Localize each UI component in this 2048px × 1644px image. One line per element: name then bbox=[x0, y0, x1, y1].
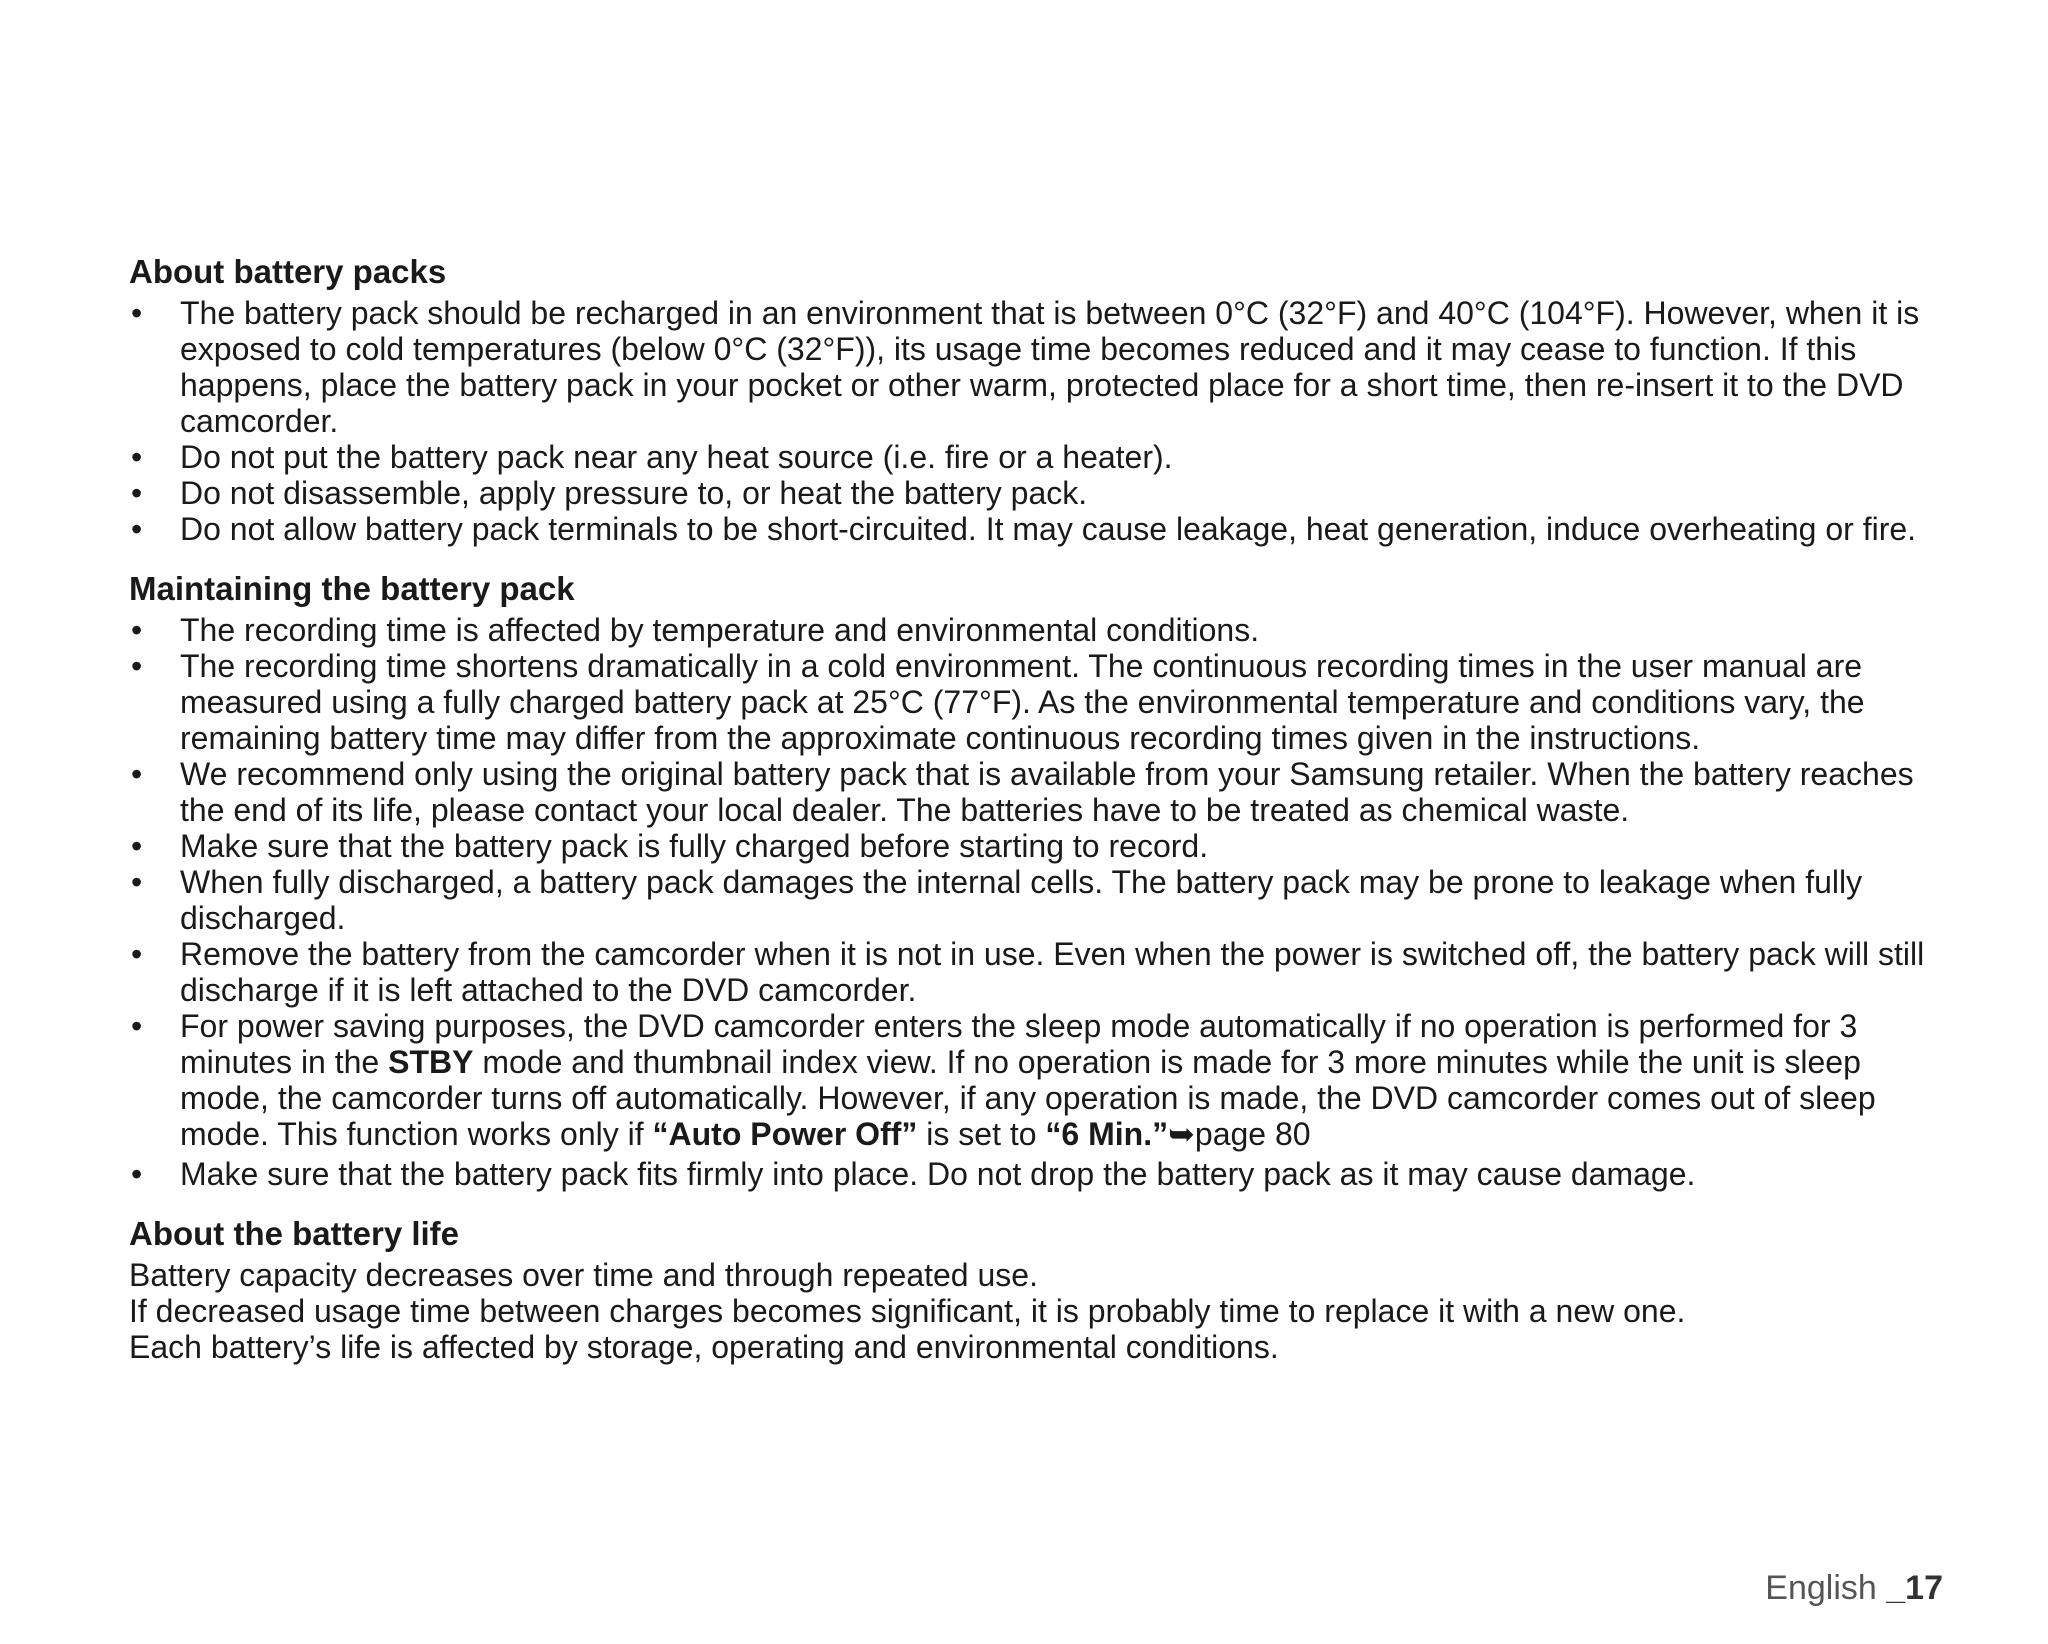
six-min-label: “6 Min.” bbox=[1045, 1116, 1169, 1152]
list-item bbox=[129, 756, 1949, 828]
section-about-battery-life bbox=[129, 1216, 1949, 1365]
page-number: _17 bbox=[1886, 1569, 1943, 1607]
list-item bbox=[129, 864, 1949, 936]
list-item-text: Make sure that the battery pack is fully charged before starting to record. bbox=[180, 828, 1209, 864]
section-title: Maintaining the battery pack bbox=[129, 570, 575, 607]
list-item bbox=[129, 295, 1949, 439]
list-item-text: Do not put the battery pack near any heat source (i.e. fire or a heater). bbox=[180, 439, 1173, 475]
bullet-icon: • bbox=[131, 936, 143, 972]
list-item-power-saving bbox=[129, 1008, 1949, 1152]
list-item-text: Remove the battery from the camcorder when it is not in use. Even when the power is switched off, the battery pack will still discharge if it is left attached to the DVD camcorder. bbox=[180, 936, 1925, 1008]
list-item-text: Do not disassemble, apply pressure to, or heat the battery pack. bbox=[180, 475, 1088, 511]
section-about-battery-packs bbox=[129, 254, 1949, 547]
list-item-text: The recording time is affected by temperature and environmental conditions. bbox=[180, 612, 1260, 648]
auto-power-off-label: “Auto Power Off” bbox=[652, 1116, 918, 1152]
page-reference: page 80 bbox=[1194, 1116, 1311, 1152]
bullet-icon: • bbox=[131, 295, 143, 331]
section-title: About battery packs bbox=[129, 253, 447, 290]
section-title: About the battery life bbox=[129, 1215, 460, 1252]
section-maintaining-battery-pack bbox=[129, 571, 1949, 1192]
page-footer bbox=[1765, 1568, 1943, 1608]
list-item bbox=[129, 1156, 1949, 1192]
paragraph: If decreased usage time between charges becomes significant, it is probably time to replace it with a new one. bbox=[129, 1293, 1686, 1329]
bullet-icon: • bbox=[131, 1156, 143, 1192]
paragraph: Battery capacity decreases over time and through repeated use. bbox=[129, 1257, 1038, 1293]
bullet-icon: • bbox=[131, 648, 143, 684]
bullet-icon: • bbox=[131, 439, 143, 475]
bullet-icon: • bbox=[131, 756, 143, 792]
bullet-list bbox=[129, 295, 1949, 547]
list-item-text: Make sure that the battery pack fits firmly into place. Do not drop the battery pack as it may cause damage. bbox=[180, 1156, 1696, 1192]
paragraph: Each battery’s life is affected by storage, operating and environmental conditions. bbox=[129, 1329, 1279, 1365]
bullet-icon: • bbox=[131, 511, 143, 547]
footer-language: English bbox=[1765, 1569, 1887, 1607]
list-item-text: The recording time shortens dramatically in a cold environment. The continuous recording times in the user manual are measured using a fully charged battery pack at 25°C (77°F). As the environmental temperature and conditions vary, the remaining battery time may differ from the approximate continuous recording times given in the instructions. bbox=[180, 648, 1865, 756]
page-ref-arrow-icon: ➥ bbox=[1168, 1116, 1195, 1152]
bullet-icon: • bbox=[131, 864, 143, 900]
list-item-text: When fully discharged, a battery pack damages the internal cells. The battery pack may be prone to leakage when fully discharged. bbox=[180, 864, 1863, 936]
stby-mode-label: STBY bbox=[388, 1044, 474, 1080]
bullet-icon: • bbox=[131, 828, 143, 864]
bullet-icon: • bbox=[131, 612, 143, 648]
list-item bbox=[129, 828, 1949, 864]
list-item-text: The battery pack should be recharged in an environment that is between 0°C (32°F) and 40°C (104°F). However, when it is exposed to cold temperatures (below 0°C (32°F)), its usage time becomes reduced and it may cease to function. If this happens, place the battery pack in your pocket or other warm, protected place for a short time, then re-insert it to the DVD camcorder. bbox=[180, 295, 1920, 439]
list-item bbox=[129, 936, 1949, 1008]
page-content bbox=[129, 254, 1949, 1389]
list-item-text: For power saving purposes, the DVD camcorder enters the sleep mode automatically if no operation is performed for 3 minutes in the STBY mode and thumbnail index view. If no operation is made for 3 more minutes while the unit is sleep mode, the camcorder turns off automatically. However, if any operation is made, the DVD camcorder comes out of sleep mode. This function works only if “Auto Power Off” is set to “6 Min.”➥page 80 bbox=[180, 1008, 1876, 1152]
bullet-icon: • bbox=[131, 1008, 143, 1044]
list-item bbox=[129, 439, 1949, 475]
list-item bbox=[129, 511, 1949, 547]
bullet-list bbox=[129, 612, 1949, 1192]
list-item-text: Do not allow battery pack terminals to be short-circuited. It may cause leakage, heat generation, induce overheating or fire. bbox=[180, 511, 1917, 547]
list-item bbox=[129, 475, 1949, 511]
bullet-icon: • bbox=[131, 475, 143, 511]
list-item bbox=[129, 648, 1949, 756]
list-item-text: We recommend only using the original battery pack that is available from your Samsung retailer. When the battery reaches the end of its life, please contact your local dealer. The batteries have to be treated as chemical waste. bbox=[180, 756, 1914, 828]
list-item bbox=[129, 612, 1949, 648]
